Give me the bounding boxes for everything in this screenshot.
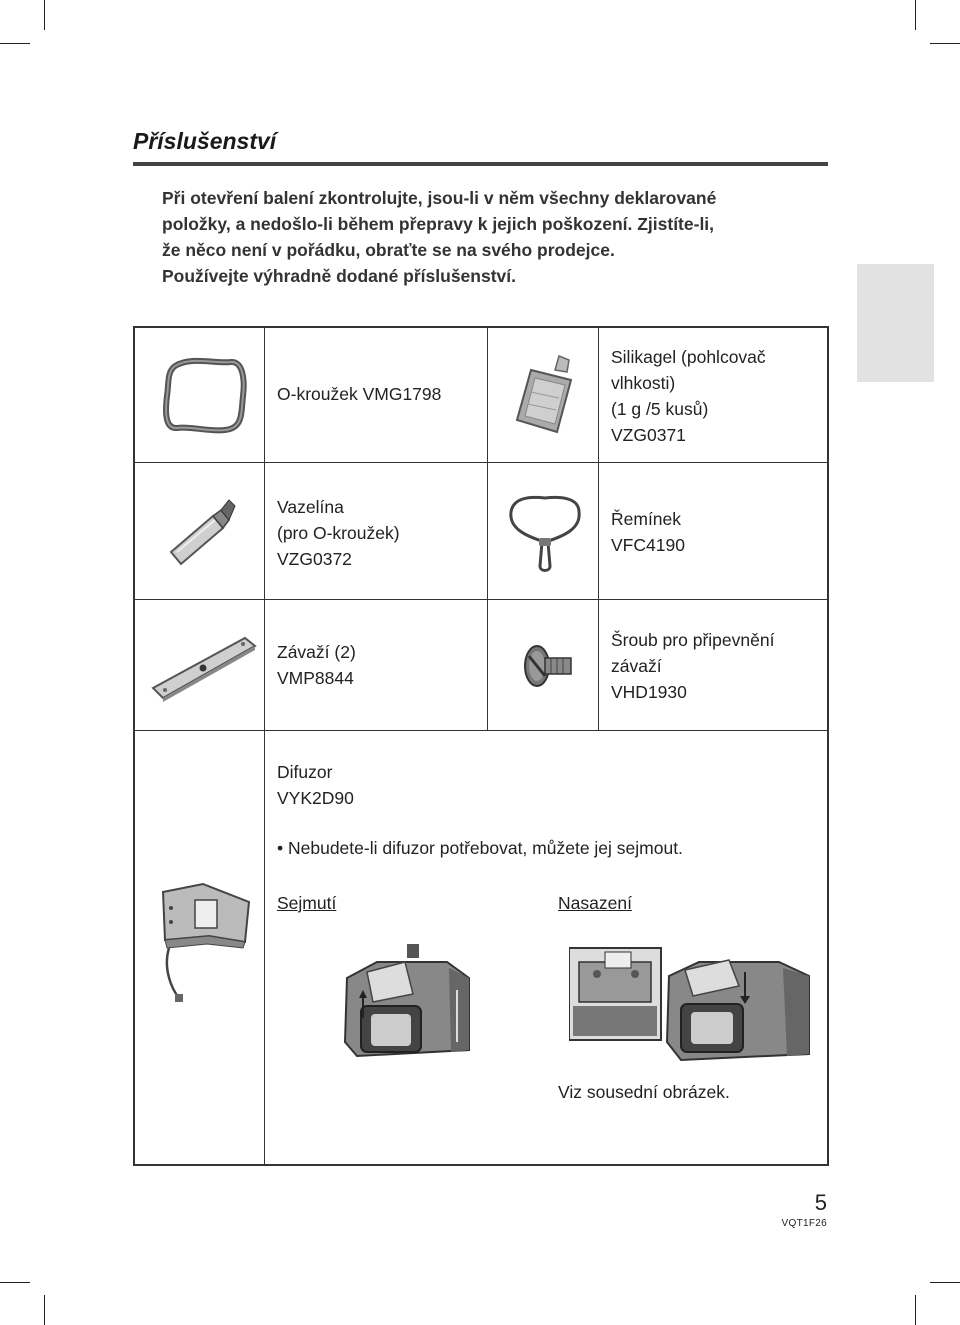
strap-icon xyxy=(505,492,585,576)
removal-heading: Sejmutí xyxy=(277,893,337,913)
row-divider xyxy=(133,599,829,600)
column-divider xyxy=(598,326,599,730)
item-label-silica-gel: Silikagel (pohlcovač vlhkosti) (1 g /5 kusů) VZG0371 xyxy=(611,347,766,445)
intro-line: že něco není v pořádku, obraťte se na svého prodejce. xyxy=(162,240,615,260)
crop-mark xyxy=(930,1282,960,1283)
weight-plate-icon xyxy=(147,630,257,702)
diffuser-code: VYK2D90 xyxy=(277,788,354,808)
diffuser-icon xyxy=(157,878,253,1004)
item-label-weight: Závaží (2) VMP8844 xyxy=(277,642,356,688)
document-code: VQT1F26 xyxy=(781,1218,827,1229)
column-divider xyxy=(264,326,265,1166)
diffuser-note: • Nebudete-li difuzor potřebovat, můžete jej sejmout. xyxy=(277,838,683,858)
item-label-screw: Šroub pro připevnění závaží VHD1930 xyxy=(611,630,775,702)
o-ring-icon xyxy=(163,354,247,434)
intro-paragraph xyxy=(162,185,842,289)
table-border xyxy=(133,326,135,1166)
crop-mark xyxy=(915,1295,916,1325)
accessories-table xyxy=(133,326,829,1166)
table-border xyxy=(133,326,829,328)
page-number: 5 xyxy=(814,1190,827,1215)
row-divider xyxy=(133,462,829,463)
crop-mark xyxy=(44,1295,45,1325)
crop-mark xyxy=(915,0,916,30)
see-adjacent-caption: Viz sousední obrázek. xyxy=(558,1082,730,1102)
crop-mark xyxy=(44,0,45,30)
column-divider xyxy=(487,326,488,730)
table-border xyxy=(133,1164,829,1166)
title-underline xyxy=(133,162,828,166)
item-label-strap: Řemínek VFC4190 xyxy=(611,509,685,555)
crop-mark xyxy=(0,1282,30,1283)
row-divider xyxy=(133,730,829,731)
crop-mark xyxy=(0,43,30,44)
section-title: Příslušenství xyxy=(133,128,277,154)
grease-tube-icon xyxy=(167,496,237,568)
screw-icon xyxy=(521,642,577,690)
silica-gel-packet-icon xyxy=(511,352,583,436)
item-label-o-ring: O-kroužek VMG1798 xyxy=(277,384,442,404)
diffuser-name: Difuzor xyxy=(277,762,333,782)
item-label-grease: Vazelína (pro O-kroužek) VZG0372 xyxy=(277,497,400,569)
intro-line: Při otevření balení zkontrolujte, jsou-li v něm všechny deklarované xyxy=(162,188,717,208)
intro-line: Používejte výhradně dodané příslušenství. xyxy=(162,266,516,286)
attach-illustration xyxy=(569,942,817,1066)
crop-mark xyxy=(930,43,960,44)
attach-heading: Nasazení xyxy=(558,893,632,913)
side-tab xyxy=(857,264,934,382)
intro-line: položky, a nedošlo-li během přepravy k jejich poškození. Zjistíte-li, xyxy=(162,214,715,234)
removal-illustration xyxy=(337,938,477,1068)
table-border xyxy=(827,326,829,1166)
